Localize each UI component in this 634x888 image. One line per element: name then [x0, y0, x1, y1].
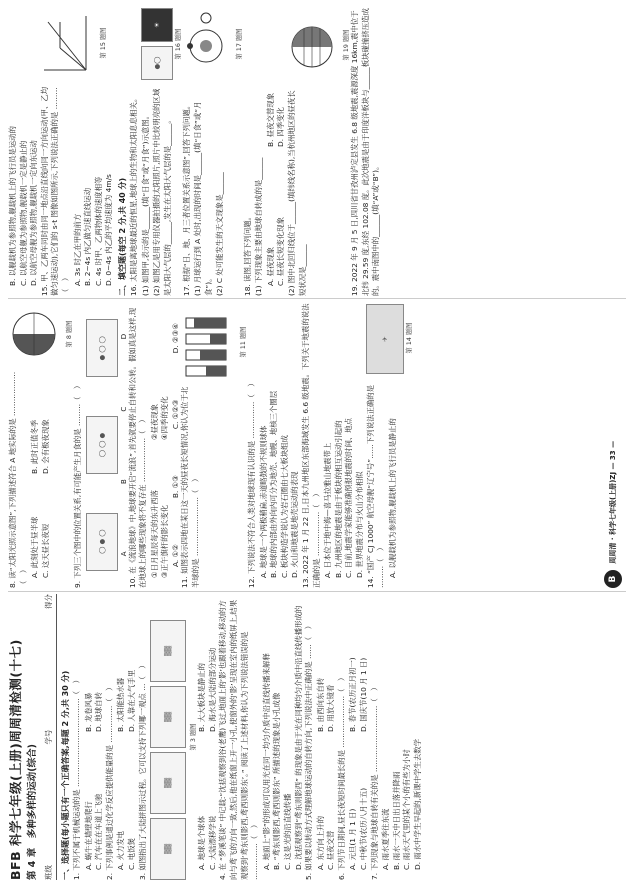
option: B. “鸢东则影西,鸢西则影东” 所描述的现象是小孔成像 [272, 692, 282, 870]
q10-items [150, 302, 171, 588]
option: C. 汽车在在车道上飞驰 [94, 793, 104, 870]
option: C. 电饭煲 [126, 837, 136, 870]
id-label: 学号 [44, 729, 53, 745]
option: D. 沈括观察到“鸢东则影西” 的现象是由于光在同种均匀介质中沿直线传播形成的 [293, 605, 303, 870]
q8-options [30, 370, 51, 588]
q11-row [180, 302, 247, 588]
section-2-title: 二、填空题(每空 2 分,共 40 分) [117, 177, 127, 296]
question-6: 6. 下列节日期间,昼长夜短时间最长的是 …………………（ ） [336, 673, 346, 880]
q18-row [287, 8, 350, 296]
question-1: 1. 下列不属于机械运动的是 ………………………………（ ） [72, 676, 81, 880]
option: D. 海水是大陆的部分运动 [207, 647, 217, 732]
continent-map-figure: ▒▒ [150, 686, 186, 748]
question-17-1: (1) 月球运行到 A 处时,出现的时间是______(填“日食”或“月食”)。 [193, 101, 213, 296]
option: A. 地球是一个两极稍扁,赤道略鼓的不规则球体 [258, 425, 268, 578]
option: D. 0~4s 内乙的平均速度为 4m/s [104, 174, 114, 286]
question-17-2: (2) C 处可能发生的天文现象是______ [215, 172, 225, 296]
q15-row [40, 8, 115, 296]
column-divider [8, 591, 626, 592]
option: D. 地球自转 [94, 692, 104, 732]
section-1-title: 一、选择题(每小题只有一个正确答案,每题 2 分,共 30 分) [61, 670, 70, 880]
option: A. 以舰载机为参照物,舰载机上的飞行员是静止的 [387, 418, 397, 578]
option: D. 雨水中学生早起的,新课中学生去数学 [413, 739, 423, 870]
q14-row [366, 302, 413, 588]
question-10: 10. 在《流浪地球》中,地球要开启“流浪”,首先就要停止自转和公转。假如真是这样,现在地球上的哪些现象将不复存在 ………………（ ） [127, 307, 148, 588]
option: C. 这是光的沿直线传播 [282, 793, 292, 870]
option: B. ①③ [170, 475, 180, 499]
option: B. 龙卷风暴 [83, 692, 93, 732]
question-8: 8. 读“太阳光照示意图”,下列描述符合 A 地实际的是 ………………（ ） [8, 371, 28, 588]
publisher-logo: B [604, 570, 622, 588]
q9-figures [86, 302, 118, 588]
q16-row [141, 8, 182, 296]
option: D. 人靠在大气手里 [126, 669, 136, 732]
option: D. 用放大镜看 [326, 684, 336, 732]
continent-map-figure: ▒▒ [150, 818, 186, 880]
q18-figure-label: 第 19 题图 [342, 29, 350, 61]
question-9: 9. 下列三个图中的位置关系,有可能产生月食的是 ………（ ） [73, 381, 82, 588]
question-18-1: (1) 下列现象主要由地球自转成的是______ [254, 157, 264, 296]
option: B. 地球的内部由外向内可分为地壳、地幔、地核三个圈层 [269, 390, 279, 578]
question-3: 3. 如图指出了大陆拼图示过程。它可以支持下列哪一观点 …（ ） [137, 661, 147, 880]
column-divider [8, 298, 626, 299]
score-label: 得分 [44, 594, 53, 609]
option: B. 大大板块是静止的 [197, 663, 207, 732]
footer-text: 周周清 · 科学七年级(上册)ZJ — 33 — [609, 440, 617, 564]
sun-earth-moon-figure [182, 12, 230, 80]
chapter-heading: 第 4 章 多种多样的运动(综合) [27, 744, 38, 880]
option: A. 此刻处于昼半球 [30, 516, 40, 578]
option: A. 地球是个球体 [197, 816, 207, 870]
question-17: 17. 根据“日、地、月三者位置关系示意图”,回答下列问题。 [181, 101, 191, 296]
list-item: ②昼夜现象 [149, 403, 159, 440]
option: B. 以舰载机为参照物,舰载机上的飞行员是运动的 [8, 126, 17, 286]
option: D. ②③④ [170, 323, 180, 354]
option: C. 4s 时甲、乙两物体的速度相等 [93, 176, 103, 286]
option: C. 以航空母舰为参照物,舰载机一定是静止的 [18, 140, 28, 286]
q16-figure-label: 第 16 题图 [174, 28, 182, 60]
eclipse-figure-b: ◯ ◯ ● [86, 416, 118, 474]
question-19: 19. 2022 年 9 月 5 日,四川省甘孜州泸定县发生 6.8 级地震,震源深度 16km,震中位于北纬 29.59 度,东经 102.08 度。此次地震是由于印度洋板块与______板块碰撞挤压造成的。震中南图中的______(填“A”或“B”)。 [349, 8, 381, 296]
option: C [119, 406, 128, 412]
sunlight-globe-figure [8, 305, 60, 363]
option: A. 地面上“影”的形成可以用光在同一均匀介质中沿直线传播来解释 [261, 653, 271, 870]
page-title: BFB 科学七年级(上册)周周清检测(十七) [8, 639, 23, 880]
q18-options [266, 8, 287, 296]
option: B. 春节(农历正月初一) [348, 657, 358, 732]
option: D. 四季变化 [276, 107, 286, 147]
question-14: 14. “国产 CJ 1000” 航空母舰“辽宁号”……下列说法正确的是 ………（ ） [365, 384, 386, 588]
day-night-bar-figure [180, 304, 234, 382]
q3-figure-row [150, 594, 186, 880]
s-t-graph-figure [40, 12, 94, 78]
option: B. 雨水一天中日出日落并降雨 [391, 771, 401, 870]
list-item: ③正午旗杆的影长变化 [160, 504, 170, 578]
q8-row [8, 302, 73, 588]
option: A. 元旦(1 月 1 日) [348, 808, 358, 870]
eclipse-diagram: ●◯ [141, 46, 173, 80]
option: A. 雨水夏季往东流 [381, 808, 391, 870]
option: D. 世界地震分布与火山分布相似 [354, 471, 364, 578]
q5-options [316, 594, 337, 880]
option: A. ①② [170, 544, 180, 567]
q11-figure-label: 第 11 题图 [239, 326, 247, 358]
option: C. 昼夜交替 [326, 830, 336, 870]
q1-options [84, 594, 105, 880]
q3-figure-label: 第 3 题图 [190, 723, 198, 751]
globe-latitude-figure [287, 12, 337, 82]
continent-map-figure: ▒▒ [150, 752, 186, 814]
option: A. 3s 时乙在甲的前方 [72, 213, 82, 286]
question-16-2: (2) 如图乙是用专用仪器拍摄的太阳照片,照片中比较明亮的区域是太阳大气层的______,发生在太阳大气层的是______。 [152, 88, 172, 296]
option: C. ①②③ [170, 399, 180, 430]
option: A. 东方向上升的 [315, 816, 325, 870]
question-11: 11. 如图表示四地在某日这一天的昼夜长短情况,你认为位于北半球的是 ……………………（ ） [179, 386, 200, 588]
eclipse-figure-c: ● ◯ ◯ [86, 319, 118, 377]
option: B. 太阳能热水器 [116, 677, 126, 732]
q3-options [197, 594, 218, 880]
column-3 [8, 8, 626, 296]
option: C. 板块构造学说认为岩石圈由七大板块组成 [279, 435, 289, 578]
student-info-row [42, 594, 57, 880]
eclipse-figure-a: ◯ ● ◯ [86, 513, 118, 571]
column-1 [8, 594, 626, 880]
q9-options [120, 302, 128, 588]
option: A. 日本位于地中海—喜马拉雅山地震带上 [323, 442, 333, 578]
sun-photo: ☀ [141, 8, 173, 42]
question-4: 4. 在 “梦溪笔谈” 中记载:“沈括观察到谷(老鹰)飞过,地面上的‘影’也跟着移动,移动的方向与鸢飞的方向一致,然后,他在纸窗上开一小孔,使窗外的‘影’呈现在室内的纸屏上,结果观察到‘鸢东则影西,鸢西则影东’。” 阅读了上述材料,你认为下列说法错误的是 ……………（ ） [218, 599, 260, 880]
footer [604, 441, 622, 588]
q15-figure-label: 第 15 题图 [99, 27, 107, 59]
question-15: 15. 甲、乙两车同时由同一地点沿直线向同一方向运动(甲、乙均做匀速运动),它们的 s-t 图像如图所示,下列说法正确的是 ………（ ） [39, 86, 70, 296]
option: B [119, 479, 128, 484]
option: C. 中秋节(农历八月十五) [359, 787, 369, 870]
question-7: 7. 下列现象与地球自转有关的是 ………………………（ ） [369, 683, 379, 880]
list-item: ①日月星辰每天的东升西落 [149, 490, 159, 578]
class-label: 班级 [44, 865, 53, 880]
question-13: 13. 2022 年 1 月 22 日,日本九州地区东部海域发生 6.6 级地震。下列关于地震的说法正确的是 ………………（ ） [300, 303, 321, 588]
q8-figure-label: 第 8 题图 [66, 320, 73, 348]
column-2 [8, 302, 626, 588]
question-16-1: (1) 如图甲,表示的是______(填“日食”或“月食”)示意图。 [140, 111, 150, 296]
question-16: 16. 太阳是离地球最近的恒星,地球上的生物和太阳息息相关。 [128, 94, 138, 296]
option: D. 会有极夜现象 [40, 419, 50, 474]
question-2: 2. 下列事例是通过化学反应提供能量的是 ……………（ ） [104, 683, 114, 880]
question-5: 5. 如果要以转动方式理解地球运动的自转方向,下列说法中正确的是 ……（ ） [304, 622, 314, 880]
option: A. 火力发电 [116, 830, 126, 870]
option: C. 昼夜长短变化现象 [276, 217, 286, 286]
option: B. 昼夜交替现象 [265, 92, 275, 147]
q14-figure-label: 第 14 题图 [405, 322, 413, 354]
option: C. 目前,地震学家能够准确预报地震的时间、地点 [344, 417, 354, 578]
question-18: 18. 读图,回答下列问题。 [242, 213, 252, 296]
option: D. 以航空母舰为参照物,舰载机一定向东运动 [29, 140, 39, 286]
q10-options [171, 302, 180, 588]
option: B. 此时正值冬季 [30, 419, 40, 474]
option: A. 蜗牛在墙壁地爬行 [83, 801, 93, 870]
option: C. 雨水天气里的某个小的有些为小时 [402, 749, 412, 870]
question-18-2: (2) 图中北回归线位于______(填纬线名称),当杭州地区的昼夜长短状况是______ [286, 90, 307, 296]
option: D. 火山和地震是地壳运动的表现 [290, 471, 300, 578]
option: B. 由西向东自转 [315, 677, 325, 732]
option: D. 国庆节(10 月 1 日) [359, 657, 369, 732]
option: C. 这天昼长夜短 [40, 523, 50, 578]
aircraft-carrier-photo: ✈ [366, 304, 404, 374]
list-item: ④四季的变化 [160, 396, 170, 440]
q17-figure-label: 第 17 题图 [235, 28, 243, 60]
option: B. 九州地区的地震是由于板块的相互运动引起的 [333, 420, 343, 578]
option: C. 大陆漂移学说 [207, 815, 217, 870]
option: A. 昼夜现象 [265, 246, 275, 286]
option: D [119, 333, 128, 340]
q2-options [116, 594, 137, 880]
question-12: 12. 下列说法不符合人类对地球现有认识的是 ……………（ ） [246, 379, 256, 588]
continent-map-figure: ▒▒ [150, 620, 186, 682]
option: A [119, 551, 128, 557]
q17-row [182, 8, 243, 296]
option: B. 2~4s 内乙做匀速直线运动 [83, 187, 93, 286]
q6-options [348, 594, 369, 880]
